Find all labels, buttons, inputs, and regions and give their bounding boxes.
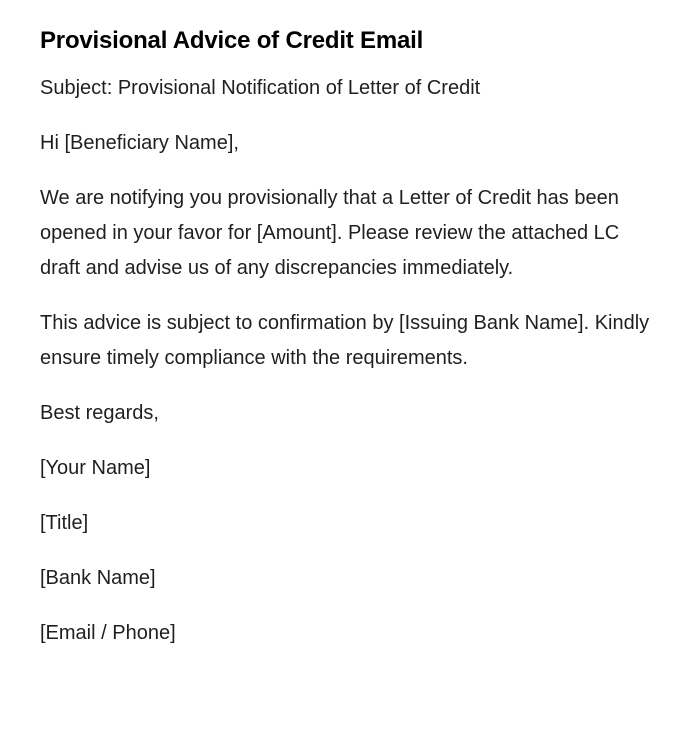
document-title: Provisional Advice of Credit Email [40, 27, 424, 54]
signature-name: [Your Name] [40, 457, 151, 479]
signature-contact: [Email / Phone] [40, 622, 176, 644]
email-subject-line: Subject: Provisional Notification of Letter of Credit [40, 77, 481, 99]
signature-bank-name: [Bank Name] [40, 567, 156, 589]
email-body-paragraph-2: This advice is subject to confirmation by [Issuing Bank Name]. Kindly ensure timely compliance with the requirements. [40, 312, 650, 369]
email-greeting: Hi [Beneficiary Name], [40, 132, 239, 154]
email-body-paragraph-1: We are notifying you provisionally that a Letter of Credit has been opened in your favor for [Amount]. Please review the attached LC draft and advise us of any discrepancies immediately. [40, 187, 620, 279]
email-closing: Best regards, [40, 402, 159, 424]
signature-title: [Title] [40, 512, 89, 534]
